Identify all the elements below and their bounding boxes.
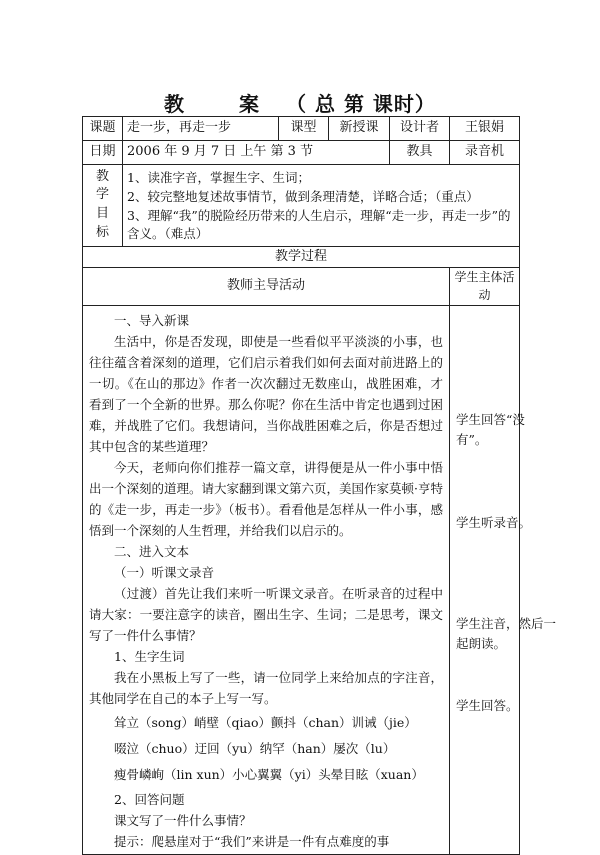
- paragraph: 我在小黑板上写了一些，请一位同学上来给加点的字注音，其他同学在自己的本子上写一写。: [89, 670, 443, 707]
- type-value: 新授课: [329, 117, 390, 141]
- topic-label: 课题: [83, 117, 123, 141]
- header-row-topic: [83, 117, 520, 141]
- vocab-line: 啜泣（chuo）迂回（yu）纳罕（han）屡次（lu）: [114, 741, 396, 757]
- title-an: 案: [239, 92, 261, 116]
- goal-item: 1、读准字音，掌握生字、生词；: [127, 170, 310, 185]
- vocab-line: 瘦骨嶙峋（lin xun）小心翼翼（yi）头晕目眩（xuan）: [114, 767, 424, 783]
- student-answer: 学生注音，然后一起朗读。: [456, 616, 557, 652]
- student-column-heading: 学生主体活动: [450, 268, 520, 306]
- vocab-line: 耸立（song）峭壁（qiao）颤抖（chan）训诫（jie）: [114, 715, 417, 731]
- header-row-date: [83, 141, 520, 165]
- question: 课文写了一件什么事情？: [114, 813, 252, 829]
- date-label: 日期: [83, 141, 123, 165]
- type-label: 课型: [279, 117, 329, 141]
- hint: 提示：爬悬崖对于“我们”来讲是一件有点难度的事: [114, 834, 390, 850]
- page-title: [0, 88, 600, 117]
- designer-label: 设计者: [390, 117, 450, 141]
- process-heading: 教学过程: [83, 246, 520, 268]
- section-heading: 二、进入文本: [114, 544, 190, 560]
- title-jiao: 教: [164, 92, 186, 116]
- paragraph: 生活中，你是否发现，即使是一些看似平平淡淡的小事，也往往蕴含着深刻的道理，它们启示着我们如何去面对前进路上的一切。《在山的那边》作者一次次翻过无数座山，战胜困难，才看到了一个全新的世界。那么你呢？你在生活中肯定也遇到过困难，并战胜了它们。我想请问，当你战胜困难之后，你是否想过其中包含的某些道理？: [89, 334, 443, 455]
- activity-row: [83, 306, 520, 855]
- paragraph: 今天，老师向你们推荐一篇文章，讲得便是从一件小事中悟出一个深刻的道理。请大家翻到课文第六页，美国作家莫顿·亨特的《走一步，再走一步》（板书）。看看他是怎样从一件小事，感悟到一个深刻的人生哲理，并给我们以启示的。: [89, 460, 443, 539]
- teacher-column-heading: 教师主导活动: [83, 268, 450, 306]
- topic-value: 走一步，再走一步: [123, 117, 279, 141]
- process-heading-row: [83, 246, 520, 268]
- section-heading: 2、回答问题: [114, 792, 185, 808]
- goals-content: [123, 165, 520, 247]
- goal-item: 2、较完整地复述故事情节，做到条理清楚，详略合适；（重点）: [127, 189, 479, 205]
- student-activity: [450, 306, 557, 855]
- designer-value: 王银娟: [450, 117, 520, 141]
- date-value: 2006 年 9 月 7 日 上午 第 3 节: [123, 141, 390, 165]
- lesson-plan-table: [82, 116, 557, 855]
- teacher-activity: [83, 306, 450, 855]
- section-heading: 1、生字生词: [114, 649, 185, 665]
- goals-row: [83, 165, 520, 247]
- goal-item: 3、理解“我”的脱险经历带来的人生启示，理解“走一步，再走一步”的含义。（难点）: [127, 208, 511, 242]
- sub-heading: （一）听课文录音: [114, 565, 215, 581]
- paragraph: （过渡）首先让我们来听一听课文录音。在听录音的过程中请大家：一要注意字的读音，圈出生字、生词；二是思考，课文写了一件什么事情？: [89, 586, 443, 644]
- section-heading: 一、导入新课: [114, 313, 190, 329]
- goals-label: 教 学 目 标: [83, 165, 123, 247]
- student-answer: 学生回答。: [456, 698, 519, 714]
- title-lesson-count: （ 总 第 课时）: [286, 92, 436, 116]
- tools-label: 教具: [390, 141, 450, 165]
- student-answer: 学生听录音。: [456, 515, 532, 531]
- tools-value: 录音机: [450, 141, 520, 165]
- student-answer: 学生回答“没有”。: [456, 412, 525, 448]
- column-heading-row: [83, 268, 520, 306]
